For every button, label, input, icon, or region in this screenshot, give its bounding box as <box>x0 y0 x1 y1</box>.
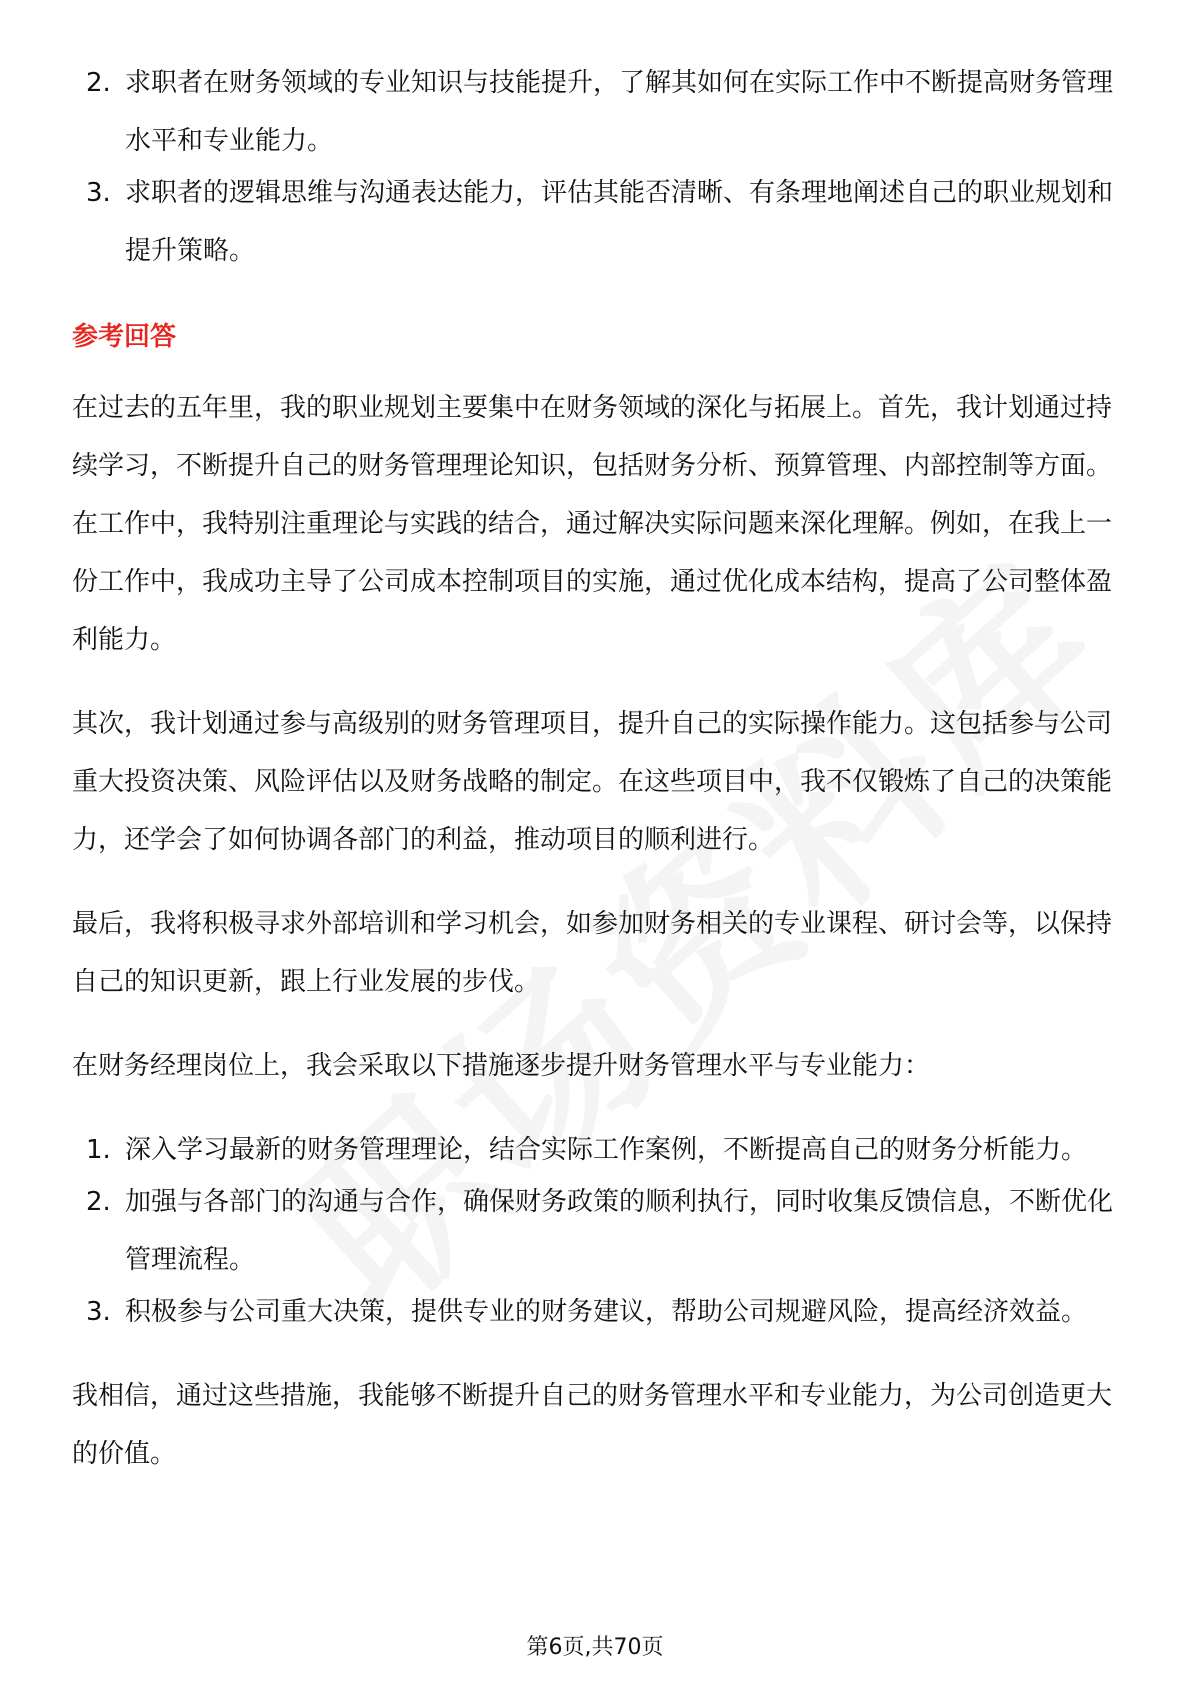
list-item <box>72 164 1122 280</box>
list-item-number: 3. <box>86 178 111 208</box>
list-item-number: 2. <box>86 1187 111 1217</box>
list-item-text: 深入学习最新的财务管理理论，结合实际工作案例，不断提高自己的财务分析能力。 <box>125 1135 1088 1165</box>
list-item-text: 加强与各部门的沟通与合作，确保财务政策的顺利执行，同时收集反馈信息，不断优化管理流程。 <box>125 1187 1114 1275</box>
answer-paragraph: 其次，我计划通过参与高级别的财务管理项目，提升自己的实际操作能力。这包括参与公司重大投资决策、风险评估以及财务战略的制定。在这些项目中，我不仅锻炼了自己的决策能力，还学会了如何协调各部门的利益，推动项目的顺利进行。 <box>72 709 1113 855</box>
list-item-number: 2. <box>86 68 111 98</box>
answer-paragraph: 在过去的五年里，我的职业规划主要集中在财务领域的深化与拓展上。首先，我计划通过持续学习，不断提升自己的财务管理理论知识，包括财务分析、预算管理、内部控制等方面。在工作中，我特别注重理论与实践的结合，通过解决实际问题来深化理解。例如，在我上一份工作中，我成功主导了公司成本控制项目的实施，通过优化成本结构，提高了公司整体盈利能力。 <box>72 393 1113 655</box>
list-item <box>72 1121 1122 1179</box>
list-item-text: 求职者在财务领域的专业知识与技能提升，了解其如何在实际工作中不断提高财务管理水平和专业能力。 <box>125 68 1114 156</box>
list-item-number: 1. <box>86 1135 111 1165</box>
list-item-text: 求职者的逻辑思维与沟通表达能力，评估其能否清晰、有条理地阐述自己的职业规划和提升策略。 <box>125 178 1114 266</box>
answer-paragraph: 在财务经理岗位上，我会采取以下措施逐步提升财务管理水平与专业能力： <box>72 1051 931 1081</box>
closing-paragraph: 我相信，通过这些措施，我能够不断提升自己的财务管理水平和专业能力，为公司创造更大的价值。 <box>72 1381 1113 1469</box>
section-heading: 参考回答 <box>72 322 177 352</box>
page-content <box>72 54 1122 1483</box>
evaluation-points-list <box>72 54 1122 280</box>
list-item-text: 积极参与公司重大决策，提供专业的财务建议，帮助公司规避风险，提高经济效益。 <box>125 1297 1088 1327</box>
list-item <box>72 1283 1122 1341</box>
measures-list <box>72 1121 1122 1341</box>
list-item <box>72 1173 1122 1289</box>
page-footer: 第6页,共70页 <box>526 1635 664 1660</box>
answer-paragraph: 最后，我将积极寻求外部培训和学习机会，如参加财务相关的专业课程、研讨会等，以保持自己的知识更新，跟上行业发展的步伐。 <box>72 909 1113 997</box>
list-item <box>72 54 1122 170</box>
list-item-number: 3. <box>86 1297 111 1327</box>
